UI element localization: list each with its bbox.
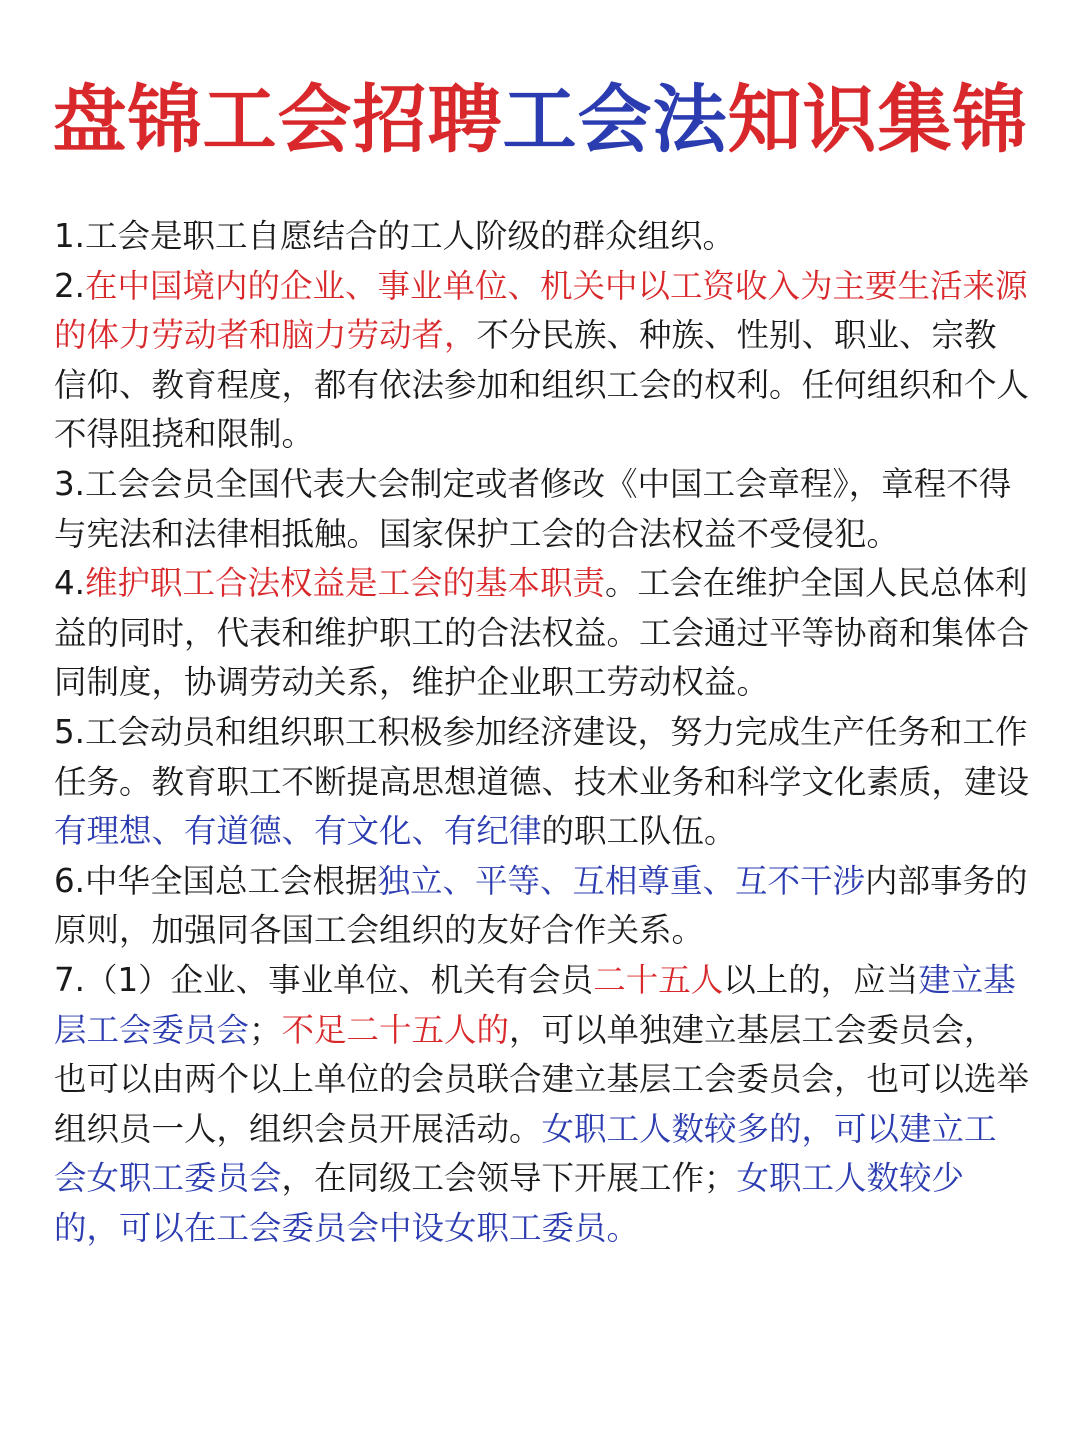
knowledge-item-3 [54, 460, 1029, 559]
segment: 5.工会动员和组织职工积极参加经济建设，努力完成生产任务和工作任务。教育职工不断提高思想道德、技术业务和科学文化素质，建设 [54, 712, 1030, 801]
knowledge-item-1 [54, 212, 1029, 262]
segment-highlight-blue: 有理想、有道德、有文化、有纪律 [54, 812, 542, 851]
knowledge-item-7 [54, 956, 1029, 1254]
segment: 6.中华全国总工会根据 [54, 861, 378, 900]
segment: 的职工队伍。 [541, 812, 737, 851]
title-part-blue: 工会法 [502, 77, 728, 163]
segment: 3.工会会员全国代表大会制定或者修改《中国工会章程》，章程不得与宪法和法律相抵触。国家保护工会的合法权益不受侵犯。 [54, 464, 1012, 553]
knowledge-list [54, 212, 1029, 1253]
segment: 7.（1）企业、事业单位、机关有会员 [54, 960, 594, 999]
segment-highlight-blue: 建立基层工会委员会 [54, 960, 1016, 1049]
segment-highlight-blue: 女职工人数较多的，可以建立工会女职工委员会 [54, 1109, 997, 1198]
knowledge-item-2 [54, 262, 1029, 460]
segment-highlight-blue: 女职工人数较少的，可以在工会委员会中设女职工委员。 [54, 1159, 965, 1247]
segment-highlight-red: 在中国境内的企业、事业单位、机关中以工资收入为主要生活来源的体力劳动者和脑力劳动者， [54, 266, 1028, 355]
segment: 2. [54, 266, 86, 305]
segment: ，在同级工会领导下开展工作； [281, 1159, 737, 1198]
segment-highlight-red: 二十五人 [593, 960, 724, 999]
segment-highlight-red: 不足二十五人的 [281, 1010, 510, 1049]
page-title [0, 72, 1080, 168]
knowledge-item-5 [54, 708, 1029, 857]
knowledge-item-4 [54, 559, 1029, 708]
segment: 不分民族、种族、性别、职业、宗教信仰、教育程度，都有依法参加和组织工会的权利。任何组织和个人不得阻挠和限制。 [54, 316, 1030, 454]
segment: 。工会在维护全国人民总体利益的同时，代表和维护职工的合法权益。工会通过平等协商和集体合同制度，协调劳动关系，维护企业职工劳动权益。 [54, 564, 1030, 702]
segment: 以上的，应当 [723, 960, 919, 999]
segment-highlight-blue: 独立、平等、互相尊重、互不干涉 [377, 861, 866, 900]
title-part-red-end: 知识集锦 [727, 77, 1028, 163]
segment: 1.工会是职工自愿结合的工人阶级的群众组织。 [54, 217, 736, 255]
segment: 内部事务的原则，加强同各国工会组织的友好合作关系。 [54, 861, 1028, 950]
segment: ； [249, 1010, 282, 1049]
segment: ，可以单独建立基层工会委员会，也可以由两个以上单位的会员联合建立基层工会委员会，也可以选举组织员一人，组织会员开展活动。 [54, 1010, 1030, 1148]
segment-highlight-red: 维护职工合法权益是工会的基本职责 [85, 564, 606, 603]
title-part-red: 盘锦工会招聘 [52, 77, 503, 163]
segment: 4. [54, 564, 86, 603]
knowledge-item-6 [54, 857, 1029, 956]
